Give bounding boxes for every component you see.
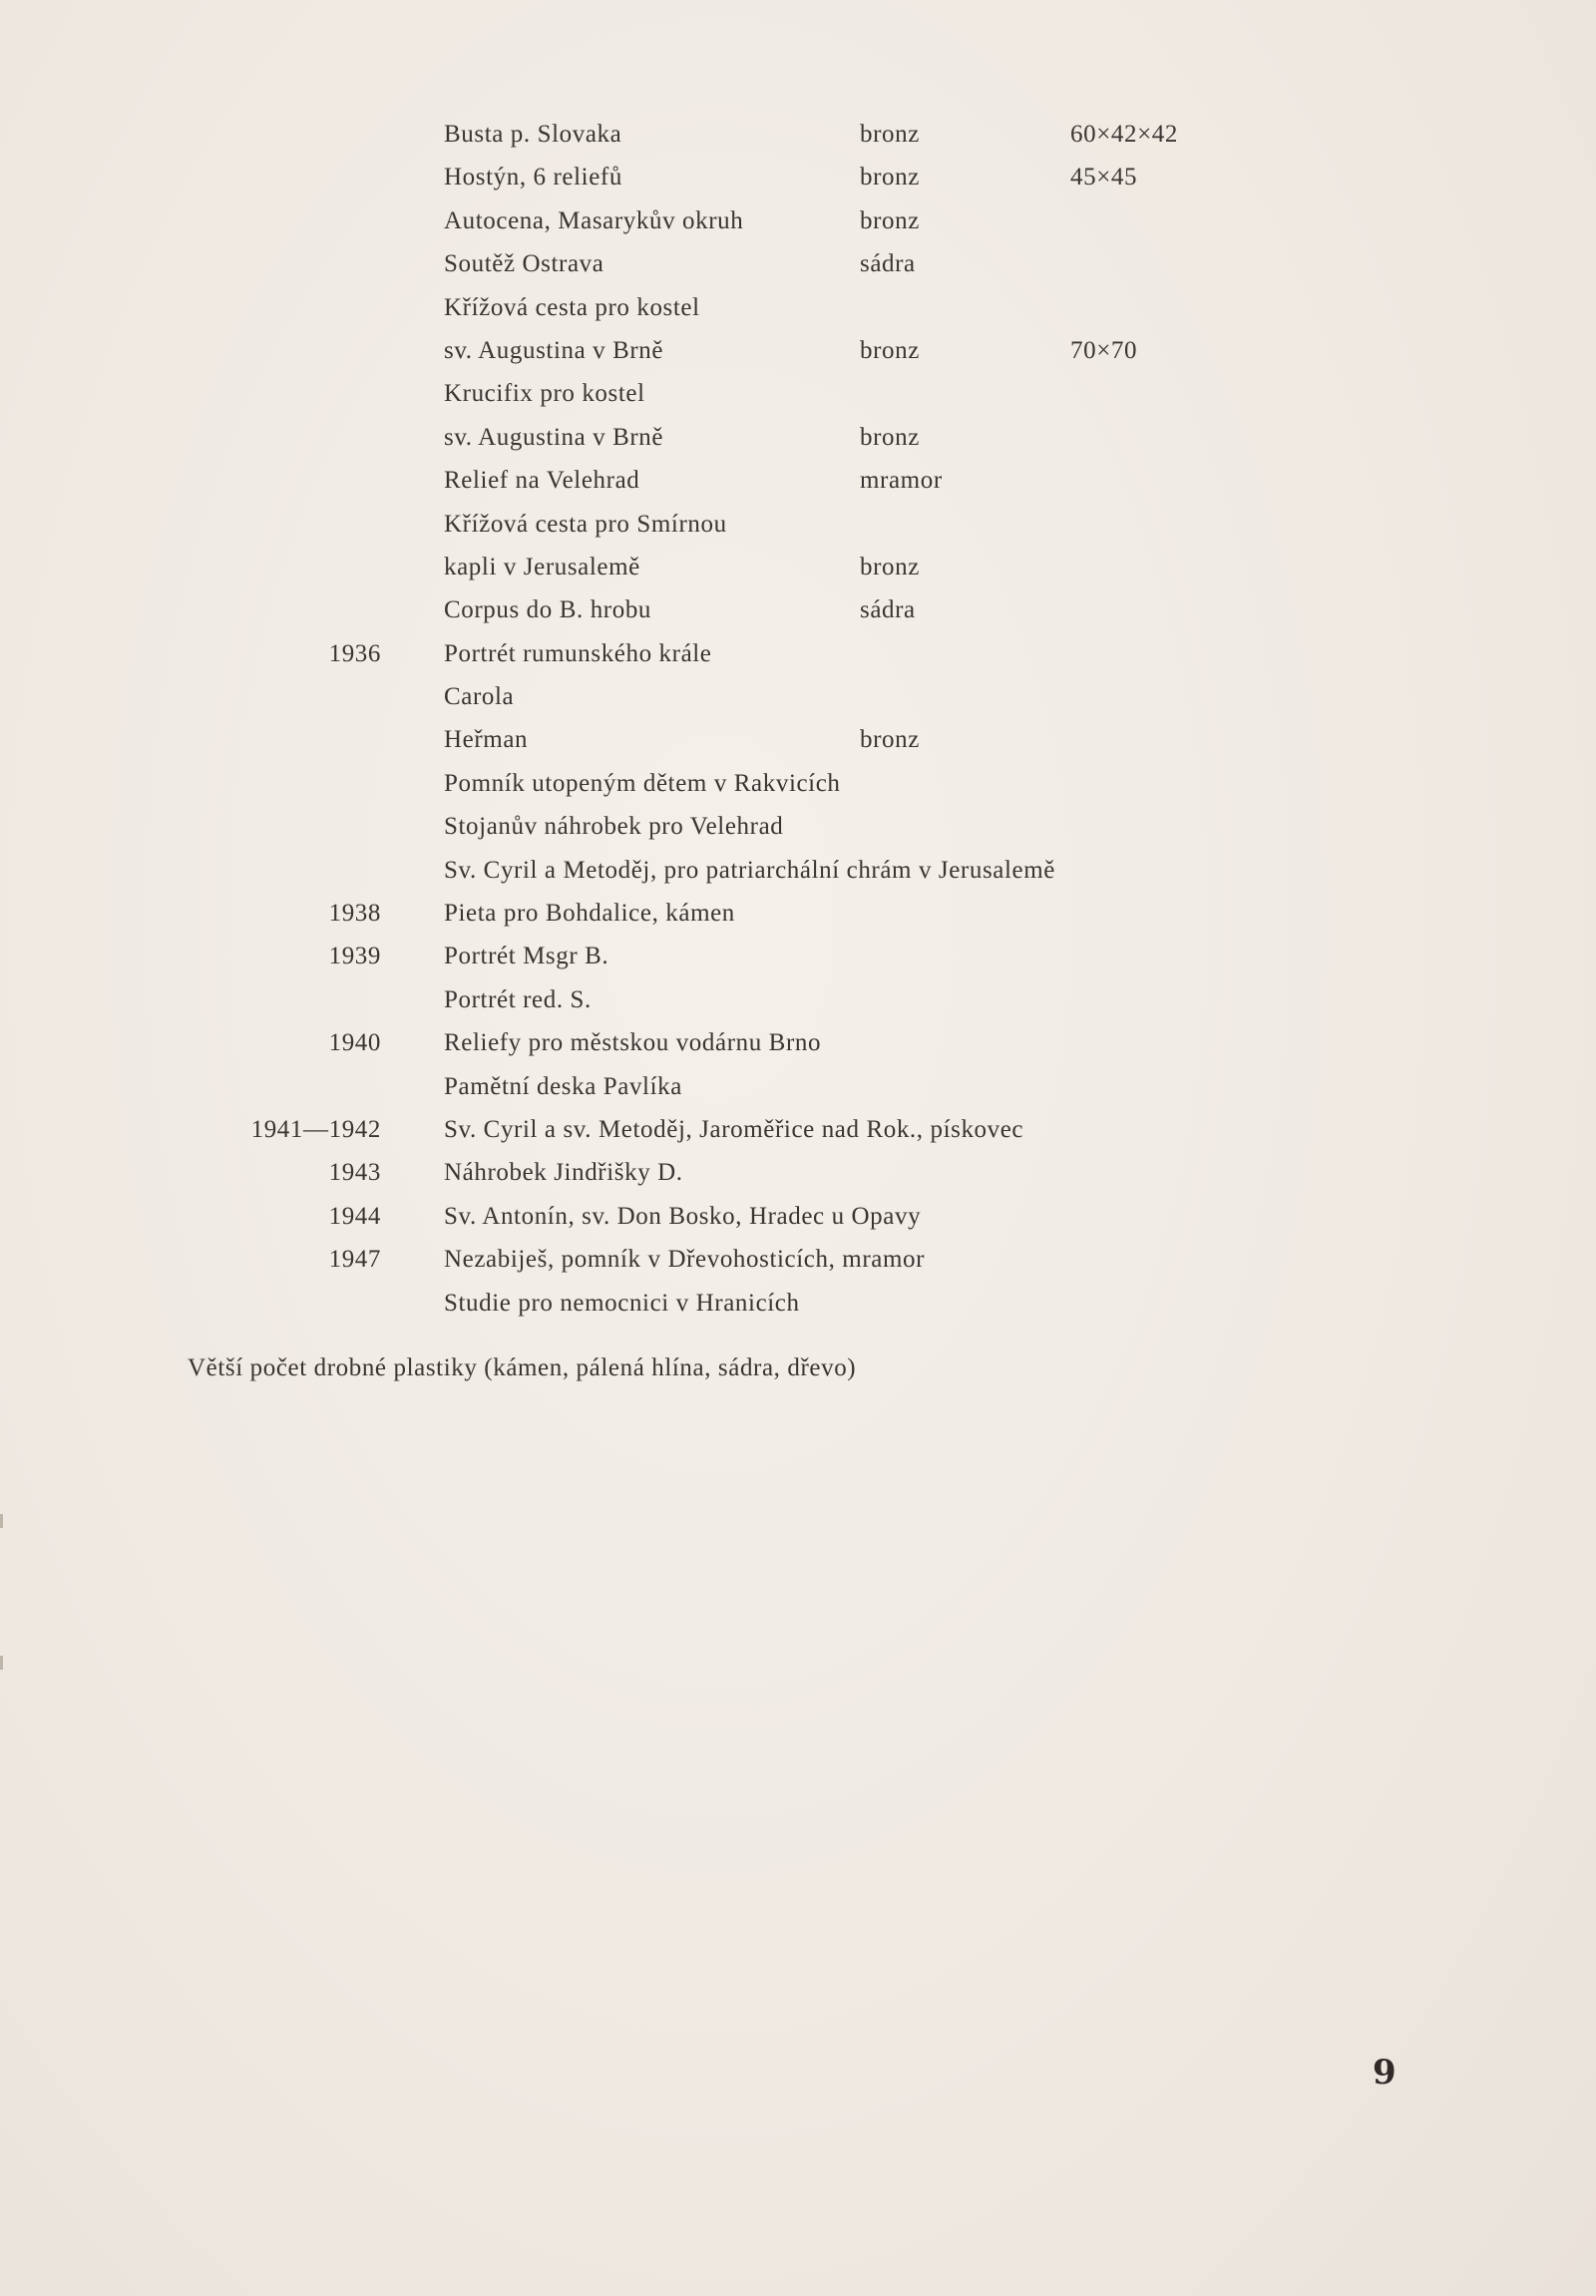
- entry-year: 1944: [328, 1202, 381, 1230]
- entry-title: Busta p. Slovaka: [444, 121, 622, 148]
- page-edge-mark: [0, 1656, 3, 1670]
- entry-title: Studie pro nemocnici v Hranicích: [444, 1289, 800, 1317]
- entry-title: Portrét red. S.: [444, 985, 592, 1013]
- catalog-row: [0, 1238, 1596, 1281]
- entry-material: bronz: [860, 164, 920, 191]
- entry-title: Autocena, Masarykův okruh: [444, 206, 744, 234]
- catalog-row: [0, 1151, 1596, 1194]
- entry-title: Reliefy pro městskou vodárnu Brno: [444, 1029, 822, 1057]
- catalog-row: [0, 199, 1596, 242]
- entry-material: bronz: [860, 726, 920, 754]
- catalog-row: [0, 242, 1596, 285]
- catalog-row: [0, 718, 1596, 761]
- catalog-row: [0, 935, 1596, 977]
- entry-title: Pomník utopeným dětem v Rakvicích: [444, 769, 841, 797]
- entry-dimensions: 70×70: [1070, 336, 1138, 364]
- entry-material: bronz: [860, 206, 920, 234]
- entry-year: 1938: [328, 900, 381, 928]
- entry-dimensions: 45×45: [1070, 164, 1138, 191]
- entry-title: Portrét Msgr B.: [444, 943, 609, 970]
- catalog-row: [0, 805, 1596, 848]
- page-number: 9: [1373, 2053, 1396, 2093]
- entry-dimensions: 60×42×42: [1070, 121, 1178, 148]
- entry-title: Nezabiješ, pomník v Dřevohosticích, mramor: [444, 1246, 926, 1274]
- catalog-row: [0, 762, 1596, 805]
- entry-title: Carola: [444, 683, 515, 711]
- entry-year: 1936: [328, 639, 381, 667]
- catalog-row: [0, 416, 1596, 459]
- entry-title: Křížová cesta pro Smírnou: [444, 510, 727, 538]
- entry-year: 1943: [328, 1159, 381, 1187]
- catalog-row: [0, 286, 1596, 329]
- entry-title: kapli v Jerusalemě: [444, 553, 640, 580]
- entry-title: Corpus do B. hrobu: [444, 596, 652, 624]
- entry-title: sv. Augustina v Brně: [444, 423, 664, 451]
- entry-title: Náhrobek Jindřišky D.: [444, 1159, 683, 1187]
- catalog-row: [0, 675, 1596, 718]
- entry-title: Soutěž Ostrava: [444, 250, 604, 278]
- entry-title: Sv. Cyril a Metoděj, pro patriarchální chrám v Jerusalemě: [444, 856, 1055, 884]
- entry-title: Heřman: [444, 726, 529, 754]
- catalog-row: [0, 1021, 1596, 1064]
- entry-title: Relief na Velehrad: [444, 467, 640, 495]
- entry-year: 1947: [328, 1246, 381, 1274]
- catalog-row: [0, 1195, 1596, 1238]
- catalog-row: [0, 156, 1596, 198]
- entry-title: Sv. Cyril a sv. Metoděj, Jaroměřice nad Rok., pískovec: [444, 1115, 1024, 1143]
- catalog-row: [0, 372, 1596, 415]
- entry-title: Krucifix pro kostel: [444, 380, 645, 408]
- entry-year: 1939: [328, 943, 381, 970]
- catalog-row: [0, 978, 1596, 1021]
- closing-note: Větší počet drobné plastiky (kámen, pálená hlína, sádra, dřevo): [188, 1354, 857, 1381]
- catalog-row: [0, 1108, 1596, 1151]
- entry-title: Stojanův náhrobek pro Velehrad: [444, 813, 784, 841]
- works-catalog: [0, 113, 1596, 1325]
- catalog-row: [0, 1065, 1596, 1108]
- entry-material: bronz: [860, 423, 920, 451]
- entry-material: sádra: [860, 250, 916, 278]
- entry-title: Hostýn, 6 reliefů: [444, 164, 622, 191]
- entry-title: Křížová cesta pro kostel: [444, 293, 700, 321]
- entry-material: sádra: [860, 596, 916, 624]
- catalog-row: [0, 892, 1596, 935]
- catalog-row: [0, 849, 1596, 892]
- catalog-row: [0, 329, 1596, 372]
- page-edge-mark: [0, 1514, 3, 1528]
- entry-year: 1941—1942: [250, 1115, 381, 1143]
- catalog-row: [0, 503, 1596, 546]
- catalog-row: [0, 459, 1596, 502]
- entry-material: bronz: [860, 336, 920, 364]
- entry-title: sv. Augustina v Brně: [444, 336, 664, 364]
- entry-material: mramor: [860, 467, 943, 495]
- entry-material: bronz: [860, 121, 920, 148]
- entry-title: Pieta pro Bohdalice, kámen: [444, 900, 735, 928]
- catalog-row: [0, 632, 1596, 675]
- entry-title: Sv. Antonín, sv. Don Bosko, Hradec u Opavy: [444, 1202, 922, 1230]
- entry-title: Pamětní deska Pavlíka: [444, 1072, 682, 1100]
- catalog-row: [0, 1282, 1596, 1325]
- entry-title: Portrét rumunského krále: [444, 639, 712, 667]
- catalog-row: [0, 588, 1596, 631]
- entry-material: bronz: [860, 553, 920, 580]
- entry-year: 1940: [328, 1029, 381, 1057]
- catalog-row: [0, 113, 1596, 156]
- catalog-row: [0, 546, 1596, 588]
